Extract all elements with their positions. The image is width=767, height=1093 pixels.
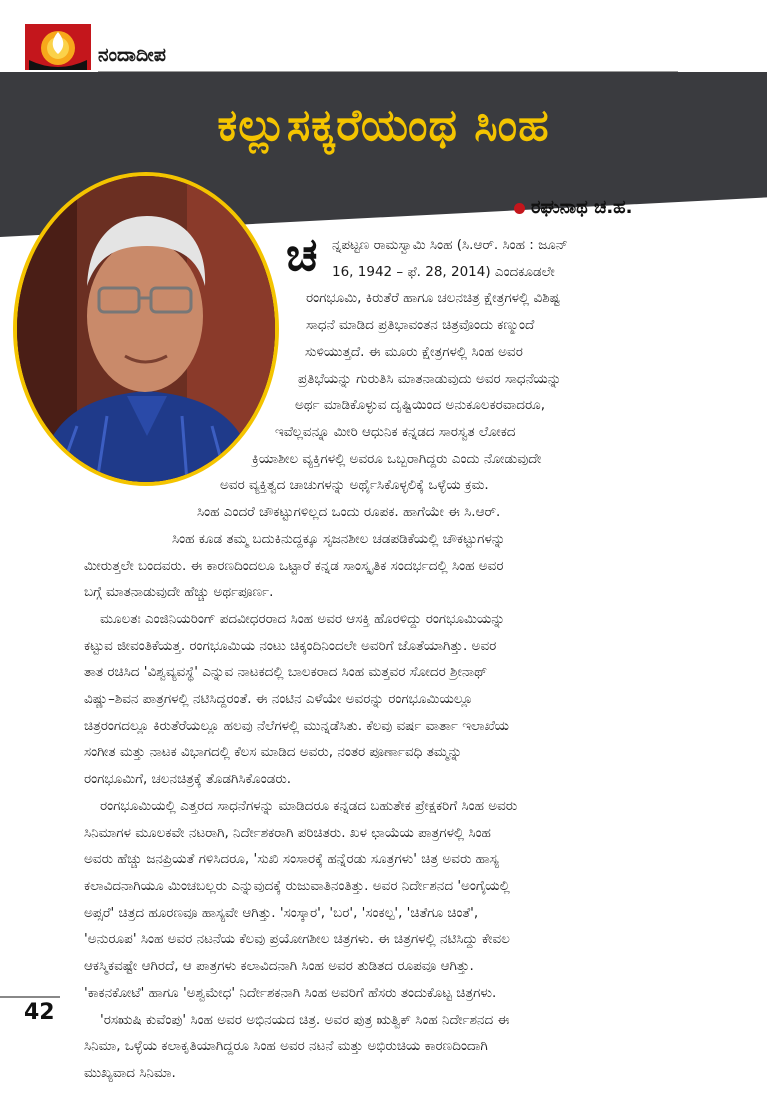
article-line: ಕಟ್ಟುವ ಜೀವಂತಿಕೆಯತ್ತ. ರಂಗಭೂಮಿಯ ನಂಟು ಚಿಕ್ಕಂದಿನಿಂದಲೇ ಅವರಿಗೆ ಜೊತೆಯಾಗಿತ್ತು. ಅವರ: [84, 637, 497, 654]
article-line: ಮುಖ್ಯವಾದ ಸಿನಿಮಾ.: [84, 1065, 176, 1081]
article-line: ರಂಗಭೂಮಿಯಲ್ಲಿ ಎತ್ತರದ ಸಾಧನೆಗಳನ್ನು ಮಾಡಿದರೂ ಕನ್ನಡದ ಬಹುತೇಕ ಪ್ರೇಕ್ಷಕರಿಗೆ ಸಿಂಹ ಅವರು: [100, 797, 518, 814]
article-line: 'ರಸಋಷಿ ಕುವೆಂಪು' ಸಿಂಹ ಅವರ ಅಭಿನಯದ ಚಿತ್ರ. ಅವರ ಪುತ್ರ ಋತ್ವಿಕ್ ಸಿಂಹ ನಿರ್ದೇಶನದ ಈ: [100, 1011, 510, 1028]
article-line: 'ಕಾಕನಕೋಟೆ' ಹಾಗೂ 'ಅಶ್ವಮೇಧ' ನಿರ್ದೇಶಕನಾಗಿ ಸಿಂಹ ಅವರಿಗೆ ಹೆಸರು ತಂದುಕೊಟ್ಟ ಚಿತ್ರಗಳು.: [84, 984, 497, 1001]
article-line: ರಂಗಭೂಮಿಗೆ, ಚಲನಚಿತ್ರಕ್ಕೆ ತೊಡಗಿಸಿಕೊಂಡರು.: [84, 771, 292, 788]
article-line: ಸುಳಿಯುತ್ತದೆ. ಈ ಮೂರು ಕ್ಷೇತ್ರಗಳಲ್ಲಿ ಸಿಂಹ ಅವರ: [305, 343, 523, 360]
article-line: ಅಪ್ಸರೆ' ಚಿತ್ರದ ಹೂರಣವೂ ಹಾಸ್ಯವೇ ಆಗಿತ್ತು. 'ಸಂಸ್ಕಾರ', 'ಬರ', 'ಸಂಕಲ್ಪ', 'ಚಿತೆಗೂ ಚಿಂತೆ',: [84, 904, 479, 921]
author-byline: [514, 197, 632, 218]
article-line: 'ಅನುರೂಪ' ಸಿಂಹ ಅವರ ನಟನೆಯ ಕೆಲವು ಪ್ರಯೋಗಶೀಲ ಚಿತ್ರಗಳು. ಈ ಚಿತ್ರಗಳಲ್ಲಿ ನಟಿಸಿದ್ದು ಕೇವಲ: [84, 931, 510, 948]
article-line: ವಿಷ್ಣು–ಶಿವನ ಪಾತ್ರಗಳಲ್ಲಿ ನಟಿಸಿದ್ದರಂತೆ. ಈ ನಂಟಿನ ಎಳೆಯೇ ಅವರನ್ನು ರಂಗಭೂಮಿಯಲ್ಲೂ: [84, 691, 473, 708]
drop-cap: ಚ: [286, 227, 318, 281]
article-line: 16, 1942 – ಫೆ. 28, 2014) ಎಂದಕೂಡಲೇ: [332, 263, 555, 280]
article-line: ಮೀರುತ್ತಲೇ ಬಂದವರು. ಈ ಕಾರಣದಿಂದಲೂ ಒಟ್ಟಾರೆ ಕನ್ನಡ ಸಾಂಸ್ಕೃತಿಕ ಸಂದರ್ಭದಲ್ಲಿ ಸಿಂಹ ಅವರ: [84, 557, 504, 574]
page-number: 42: [20, 1000, 59, 1025]
article-line: ಚಿತ್ರರಂಗದಲ್ಲೂ ಕಿರುತೆರೆಯಲ್ಲೂ ಹಲವು ನೆಲೆಗಳಲ್ಲಿ ಮುನ್ನಡೆಸಿತು. ಕೆಲವು ವರ್ಷ ವಾರ್ತಾ ಇಲಾಖೆಯ: [84, 717, 509, 734]
article-line: ಅವರ ವ್ಯಕ್ತಿತ್ವದ ಚಾಚುಗಳನ್ನು ಅರ್ಥೈಸಿಕೊಳ್ಳಲಿಕ್ಕೆ ಒಳ್ಳೆಯ ಕ್ರಮ.: [220, 477, 489, 494]
article-line: ಸಿನಿಮಾ, ಒಳ್ಳೆಯ ಕಲಾಕೃತಿಯಾಗಿದ್ದರೂ ಸಿಂಹ ಅವರ ನಟನೆ ಮತ್ತು ಅಭಿರುಚಿಯ ಕಾರಣದಿಂದಾಗಿ: [84, 1038, 488, 1055]
article-line: ಕಲಾವಿದನಾಗಿಯೂ ಮಿಂಚಬಲ್ಲರು ಎನ್ನುವುದಕ್ಕೆ ರುಜುವಾತಿನಂತಿತ್ತು. ಅವರ ನಿರ್ದೇಶನದ 'ಅಂಗೈಯಲ್ಲಿ: [84, 878, 510, 895]
article-line: ಮೂಲತಃ ಎಂಜಿನಿಯರಿಂಗ್ ಪದವೀಧರರಾದ ಸಿಂಹ ಅವರ ಆಸಕ್ತಿ ಹೊರಳಿದ್ದು ರಂಗಭೂಮಿಯನ್ನು: [100, 610, 505, 627]
article-line: ಸಂಗೀತ ಮತ್ತು ನಾಟಕ ವಿಭಾಗದಲ್ಲಿ ಕೆಲಸ ಮಾಡಿದ ಅವರು, ನಂತರ ಪೂರ್ಣಾವಧಿ ತಮ್ಮನ್ನು: [84, 744, 463, 761]
footer-rule: [0, 996, 60, 998]
article-line: ತಾತ ರಚಿಸಿದ 'ವಿಶ್ವವ್ಯವಸ್ಥೆ' ಎನ್ನುವ ನಾಟಕದಲ್ಲಿ ಬಾಲಕರಾದ ಸಿಂಹ ಮತ್ತವರ ಸೋದರ ಶ್ರೀನಾಥ್: [84, 664, 488, 681]
author-portrait-photo: [13, 172, 279, 486]
article-line: ಕ್ರಿಯಾಶೀಲ ವ್ಯಕ್ತಿಗಳಲ್ಲಿ ಅವರೂ ಒಬ್ಬರಾಗಿದ್ದರು ಎಂದು ನೋಡುವುದೇ: [252, 450, 542, 467]
article-title: ಕಲ್ಲುಸಕ್ಕರೆಯಂಥ ಸಿಂಹ: [217, 100, 550, 151]
article-line: ಅರ್ಥ ಮಾಡಿಕೊಳ್ಳುವ ದೃಷ್ಟಿಯಿಂದ ಅನುಕೂಲಕರವಾದರೂ,: [295, 397, 546, 414]
article-line: ಸಾಧನೆ ಮಾಡಿದ ಪ್ರತಿಭಾವಂತನ ಚಿತ್ರವೊಂದು ಕಣ್ಮುಂದೆ: [306, 317, 535, 334]
header-rule: [98, 71, 678, 72]
article-line: ಸಿಂಹ ಎಂದರೆ ಚೌಕಟ್ಟುಗಳಿಲ್ಲದ ಒಂದು ರೂಪಕ. ಹಾಗೆಯೇ ಈ ಸಿ.ಆರ್.: [197, 504, 501, 521]
bullet-dot-icon: [514, 203, 525, 214]
article-line: ಇವೆಲ್ಲವನ್ನೂ ಮೀರಿ ಆಧುನಿಕ ಕನ್ನಡದ ಸಾರಸ್ವತ ಲೋಕದ: [275, 423, 516, 440]
author-name: ರಘುನಾಥ ಚ.ಹ.: [531, 197, 633, 218]
article-line: ರಂಗಭೂಮಿ, ಕಿರುತೆರೆ ಹಾಗೂ ಚಲನಚಿತ್ರ ಕ್ಷೇತ್ರಗಳಲ್ಲಿ ವಿಶಿಷ್ಟ: [306, 290, 560, 307]
article-line: ಬಗ್ಗೆ ಮಾತನಾಡುವುದೇ ಹೆಚ್ಚು ಅರ್ಥಪೂರ್ಣ.: [84, 584, 274, 601]
article-line: ಅವರು ಹೆಚ್ಚು ಜನಪ್ರಿಯತೆ ಗಳಿಸಿದರೂ, 'ಸುಖಿ ಸಂಸಾರಕ್ಕೆ ಹನ್ನೆರಡು ಸೂತ್ರಗಳು' ಚಿತ್ರ ಅವರು ಹಾಸ್ಯ: [84, 851, 499, 868]
section-name: ನಂದಾದೀಪ: [98, 44, 166, 66]
article-line: ಸಿಂಹ ಕೂಡ ತಮ್ಮ ಬದುಕಿನುದ್ದಕ್ಕೂ ಸೃಜನಶೀಲ ಚಡಪಡಿಕೆಯಲ್ಲಿ ಚೌಕಟ್ಟುಗಳನ್ನು: [172, 530, 506, 547]
lamp-flame-icon: [25, 24, 91, 70]
article-line: ಆಕಸ್ಮಿಕವಷ್ಟೇ ಆಗಿರದೆ, ಆ ಪಾತ್ರಗಳು ಕಲಾವಿದನಾಗಿ ಸಿಂಹ ಅವರ ತುಡಿತದ ರೂಪವೂ ಆಗಿತ್ತು.: [84, 958, 474, 975]
article-line: ನ್ನಪಟ್ಟಣ ರಾಮಸ್ವಾಮಿ ಸಿಂಹ (ಸಿ.ಆರ್. ಸಿಂಹ : ಜೂನ್: [332, 237, 568, 253]
article-line: ಪ್ರತಿಭೆಯನ್ನು ಗುರುತಿಸಿ ಮಾತನಾಡುವುದು ಅವರ ಸಾಧನೆಯನ್ನು: [298, 370, 562, 387]
article-line: ಸಿನಿಮಾಗಳ ಮೂಲಕವೇ ನಟರಾಗಿ, ನಿರ್ದೇಶಕರಾಗಿ ಪರಿಚಿತರು. ಖಳ ಛಾಯೆಯ ಪಾತ್ರಗಳಲ್ಲಿ ಸಿಂಹ: [84, 824, 491, 841]
